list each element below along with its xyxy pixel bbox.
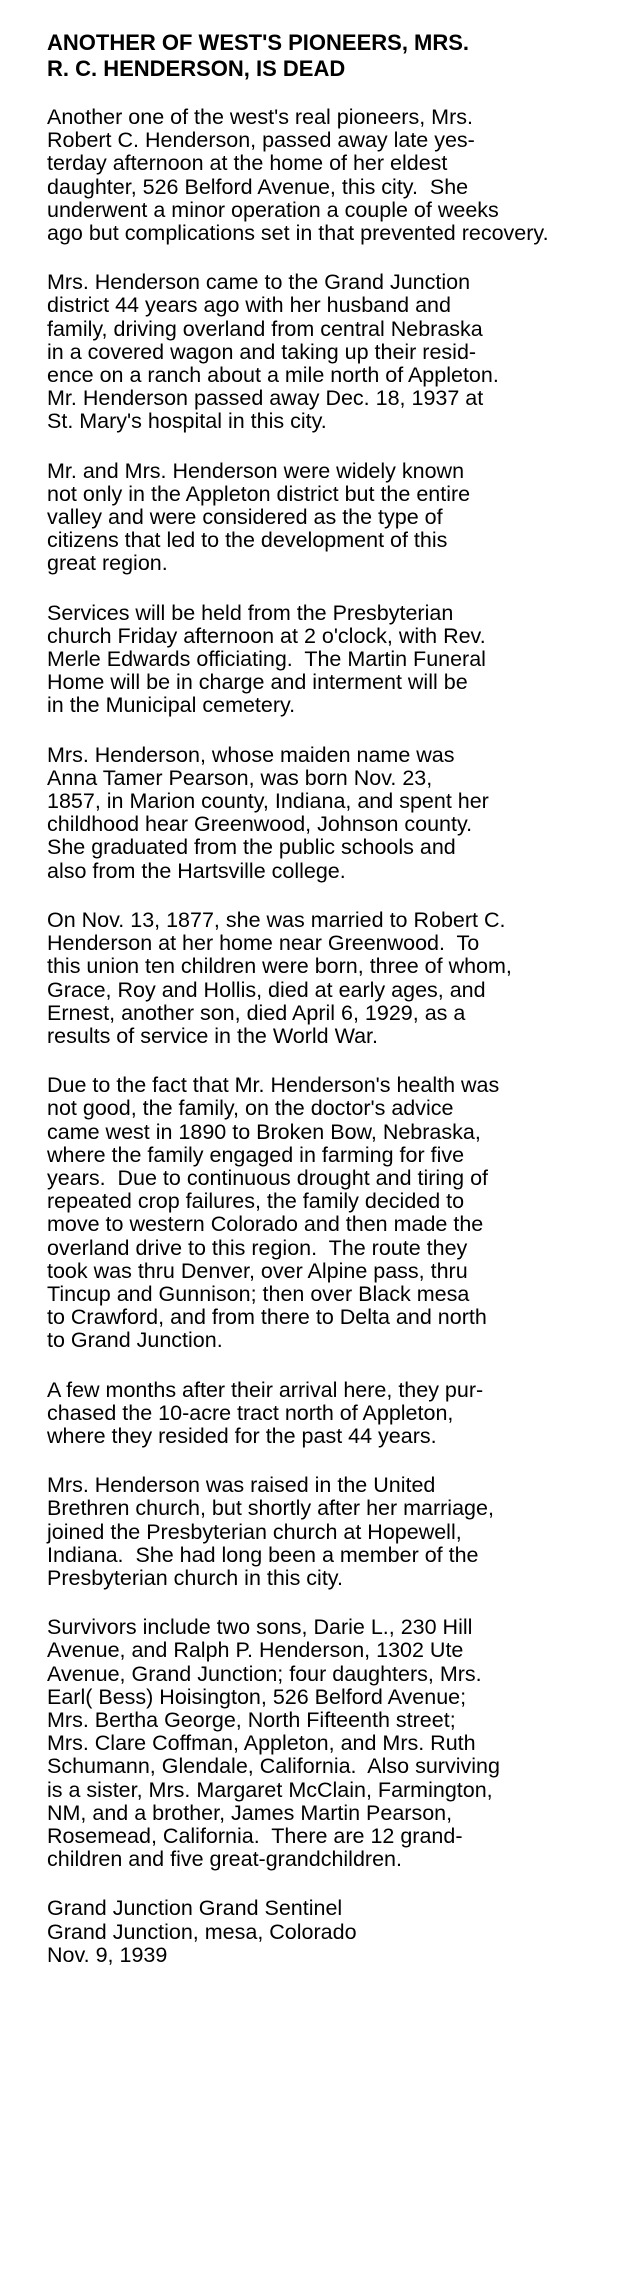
text-line: Anna Tamer Pearson, was born Nov. 23, <box>47 765 433 790</box>
paragraph <box>47 271 627 433</box>
source-line: Nov. 9, 1939 <box>47 1942 168 1967</box>
text-line: joined the Presbyterian church at Hopewell, <box>47 1519 462 1544</box>
text-line: Rosemead, California. There are 12 grand- <box>47 1824 463 1848</box>
text-line: church Friday afternoon at 2 o'clock, with Rev. <box>47 623 486 648</box>
text-line: Mrs. Henderson came to the Grand Junction <box>47 270 471 295</box>
text-line: She graduated from the public schools and <box>47 835 456 860</box>
text-line: years. Due to continuous drought and tiring of <box>47 1165 489 1190</box>
text-line: terday afternoon at the home of her eldest <box>47 151 448 176</box>
text-line: in a covered wagon and taking up their resid- <box>47 339 477 364</box>
text-line: NM, and a brother, James Martin Pearson, <box>47 1800 453 1825</box>
text-line: Merle Edwards officiating. The Martin Funeral <box>47 647 486 672</box>
paragraph <box>47 1474 627 1590</box>
text-line: Mr. and Mrs. Henderson were widely known <box>47 458 465 483</box>
text-line: Tincup and Gunnison; then over Black mesa <box>47 1281 470 1306</box>
text-line: Mrs. Henderson was raised in the United <box>47 1473 436 1498</box>
paragraph <box>47 1074 627 1352</box>
paragraph <box>47 106 627 245</box>
paragraph <box>47 1379 627 1449</box>
text-line: Avenue, and Ralph P. Henderson, 1302 Ute <box>47 1638 464 1663</box>
text-line: Mrs. Clare Coffman, Appleton, and Mrs. Ruth <box>47 1731 476 1756</box>
text-line: Schumann, Glendale, California. Also surviving <box>47 1754 500 1779</box>
text-line: daughter, 526 Belford Avenue, this city. She <box>47 174 469 199</box>
text-line: also from the Hartsville college. <box>47 858 346 883</box>
paragraph <box>47 744 627 883</box>
text-line: valley and were considered as the type of <box>47 505 443 530</box>
text-line: where the family engaged in farming for five <box>47 1142 465 1167</box>
paragraph <box>47 1616 627 1871</box>
text-line: Earl( Bess) Hoisington, 526 Belford Avenue; <box>47 1684 467 1709</box>
text-line: Grace, Roy and Hollis, died at early ages, and <box>47 977 486 1002</box>
text-line: A few months after their arrival here, they pur- <box>47 1377 484 1402</box>
text-line: Robert C. Henderson, passed away late yes- <box>47 128 475 153</box>
text-line: not only in the Appleton district but the entire <box>47 481 471 506</box>
text-line: results of service in the World War. <box>47 1023 378 1048</box>
text-line: Mr. Henderson passed away Dec. 18, 1937 at <box>47 386 484 411</box>
text-line: Indiana. She had long been a member of the <box>47 1542 479 1567</box>
text-line: Mrs. Bertha George, North Fifteenth street; <box>47 1707 456 1732</box>
text-line: Ernest, another son, died April 6, 1929, as a <box>47 1000 466 1025</box>
paragraph <box>47 909 627 1048</box>
text-line: Due to the fact that Mr. Henderson's health was <box>47 1073 500 1098</box>
text-line: citizens that led to the development of this <box>47 528 448 553</box>
source-line: Grand Junction Grand Sentinel <box>47 1896 343 1921</box>
text-line: chased the 10-acre tract north of Appleton, <box>47 1400 454 1425</box>
text-line: Another one of the west's real pioneers, Mrs. <box>47 105 473 129</box>
text-line: overland drive to this region. The route they <box>47 1235 468 1260</box>
text-line: came west in 1890 to Broken Bow, Nebraska, <box>47 1119 481 1144</box>
text-line: to Crawford, and from there to Delta and north <box>47 1305 487 1330</box>
text-line: Avenue, Grand Junction; four daughters, Mrs. <box>47 1661 482 1686</box>
text-line: took was thru Denver, over Alpine pass, thru <box>47 1258 468 1283</box>
text-line: great region. <box>47 551 168 576</box>
text-line: Services will be held from the Presbyterian <box>47 600 454 625</box>
text-line: Henderson at her home near Greenwood. To <box>47 931 480 956</box>
text-line: district 44 years ago with her husband and <box>47 293 451 318</box>
text-line: not good, the family, on the doctor's advice <box>47 1096 454 1121</box>
text-line: children and five great-grandchildren. <box>47 1847 402 1872</box>
text-line: ence on a ranch about a mile north of Appleton. <box>47 363 499 388</box>
text-line: underwent a minor operation a couple of weeks <box>47 197 499 222</box>
text-line: repeated crop failures, the family decided to <box>47 1189 465 1214</box>
obituary-document <box>47 30 627 1967</box>
text-line: is a sister, Mrs. Margaret McClain, Farmington, <box>47 1777 493 1802</box>
headline <box>47 30 627 82</box>
text-line: in the Municipal cemetery. <box>47 693 296 718</box>
text-line: Mrs. Henderson, whose maiden name was <box>47 742 455 767</box>
article-body <box>47 106 627 1871</box>
text-line: St. Mary's hospital in this city. <box>47 409 327 434</box>
text-line: Home will be in charge and interment will be <box>47 670 468 695</box>
text-line: move to western Colorado and then made the <box>47 1212 484 1237</box>
paragraph <box>47 460 627 576</box>
headline-line: R. C. HENDERSON, IS DEAD <box>47 56 346 81</box>
text-line: Survivors include two sons, Darie L., 230 Hill <box>47 1615 473 1640</box>
text-line: Brethren church, but shortly after her marriage, <box>47 1496 494 1521</box>
text-line: childhood hear Greenwood, Johnson county. <box>47 812 473 837</box>
text-line: On Nov. 13, 1877, she was married to Robert C. <box>47 907 506 932</box>
source-line: Grand Junction, mesa, Colorado <box>47 1919 357 1944</box>
text-line: this union ten children were born, three of whom, <box>47 954 512 979</box>
paragraph <box>47 602 627 718</box>
text-line: to Grand Junction. <box>47 1328 223 1353</box>
text-line: Presbyterian church in this city. <box>47 1565 343 1590</box>
text-line: 1857, in Marion county, Indiana, and spent her <box>47 789 489 814</box>
headline-line: ANOTHER OF WEST'S PIONEERS, MRS. <box>47 30 470 55</box>
text-line: family, driving overland from central Nebraska <box>47 316 483 341</box>
text-line: ago but complications set in that prevented recovery. <box>47 221 549 246</box>
source-citation <box>47 1897 627 1967</box>
text-line: where they resided for the past 44 years. <box>47 1423 437 1448</box>
